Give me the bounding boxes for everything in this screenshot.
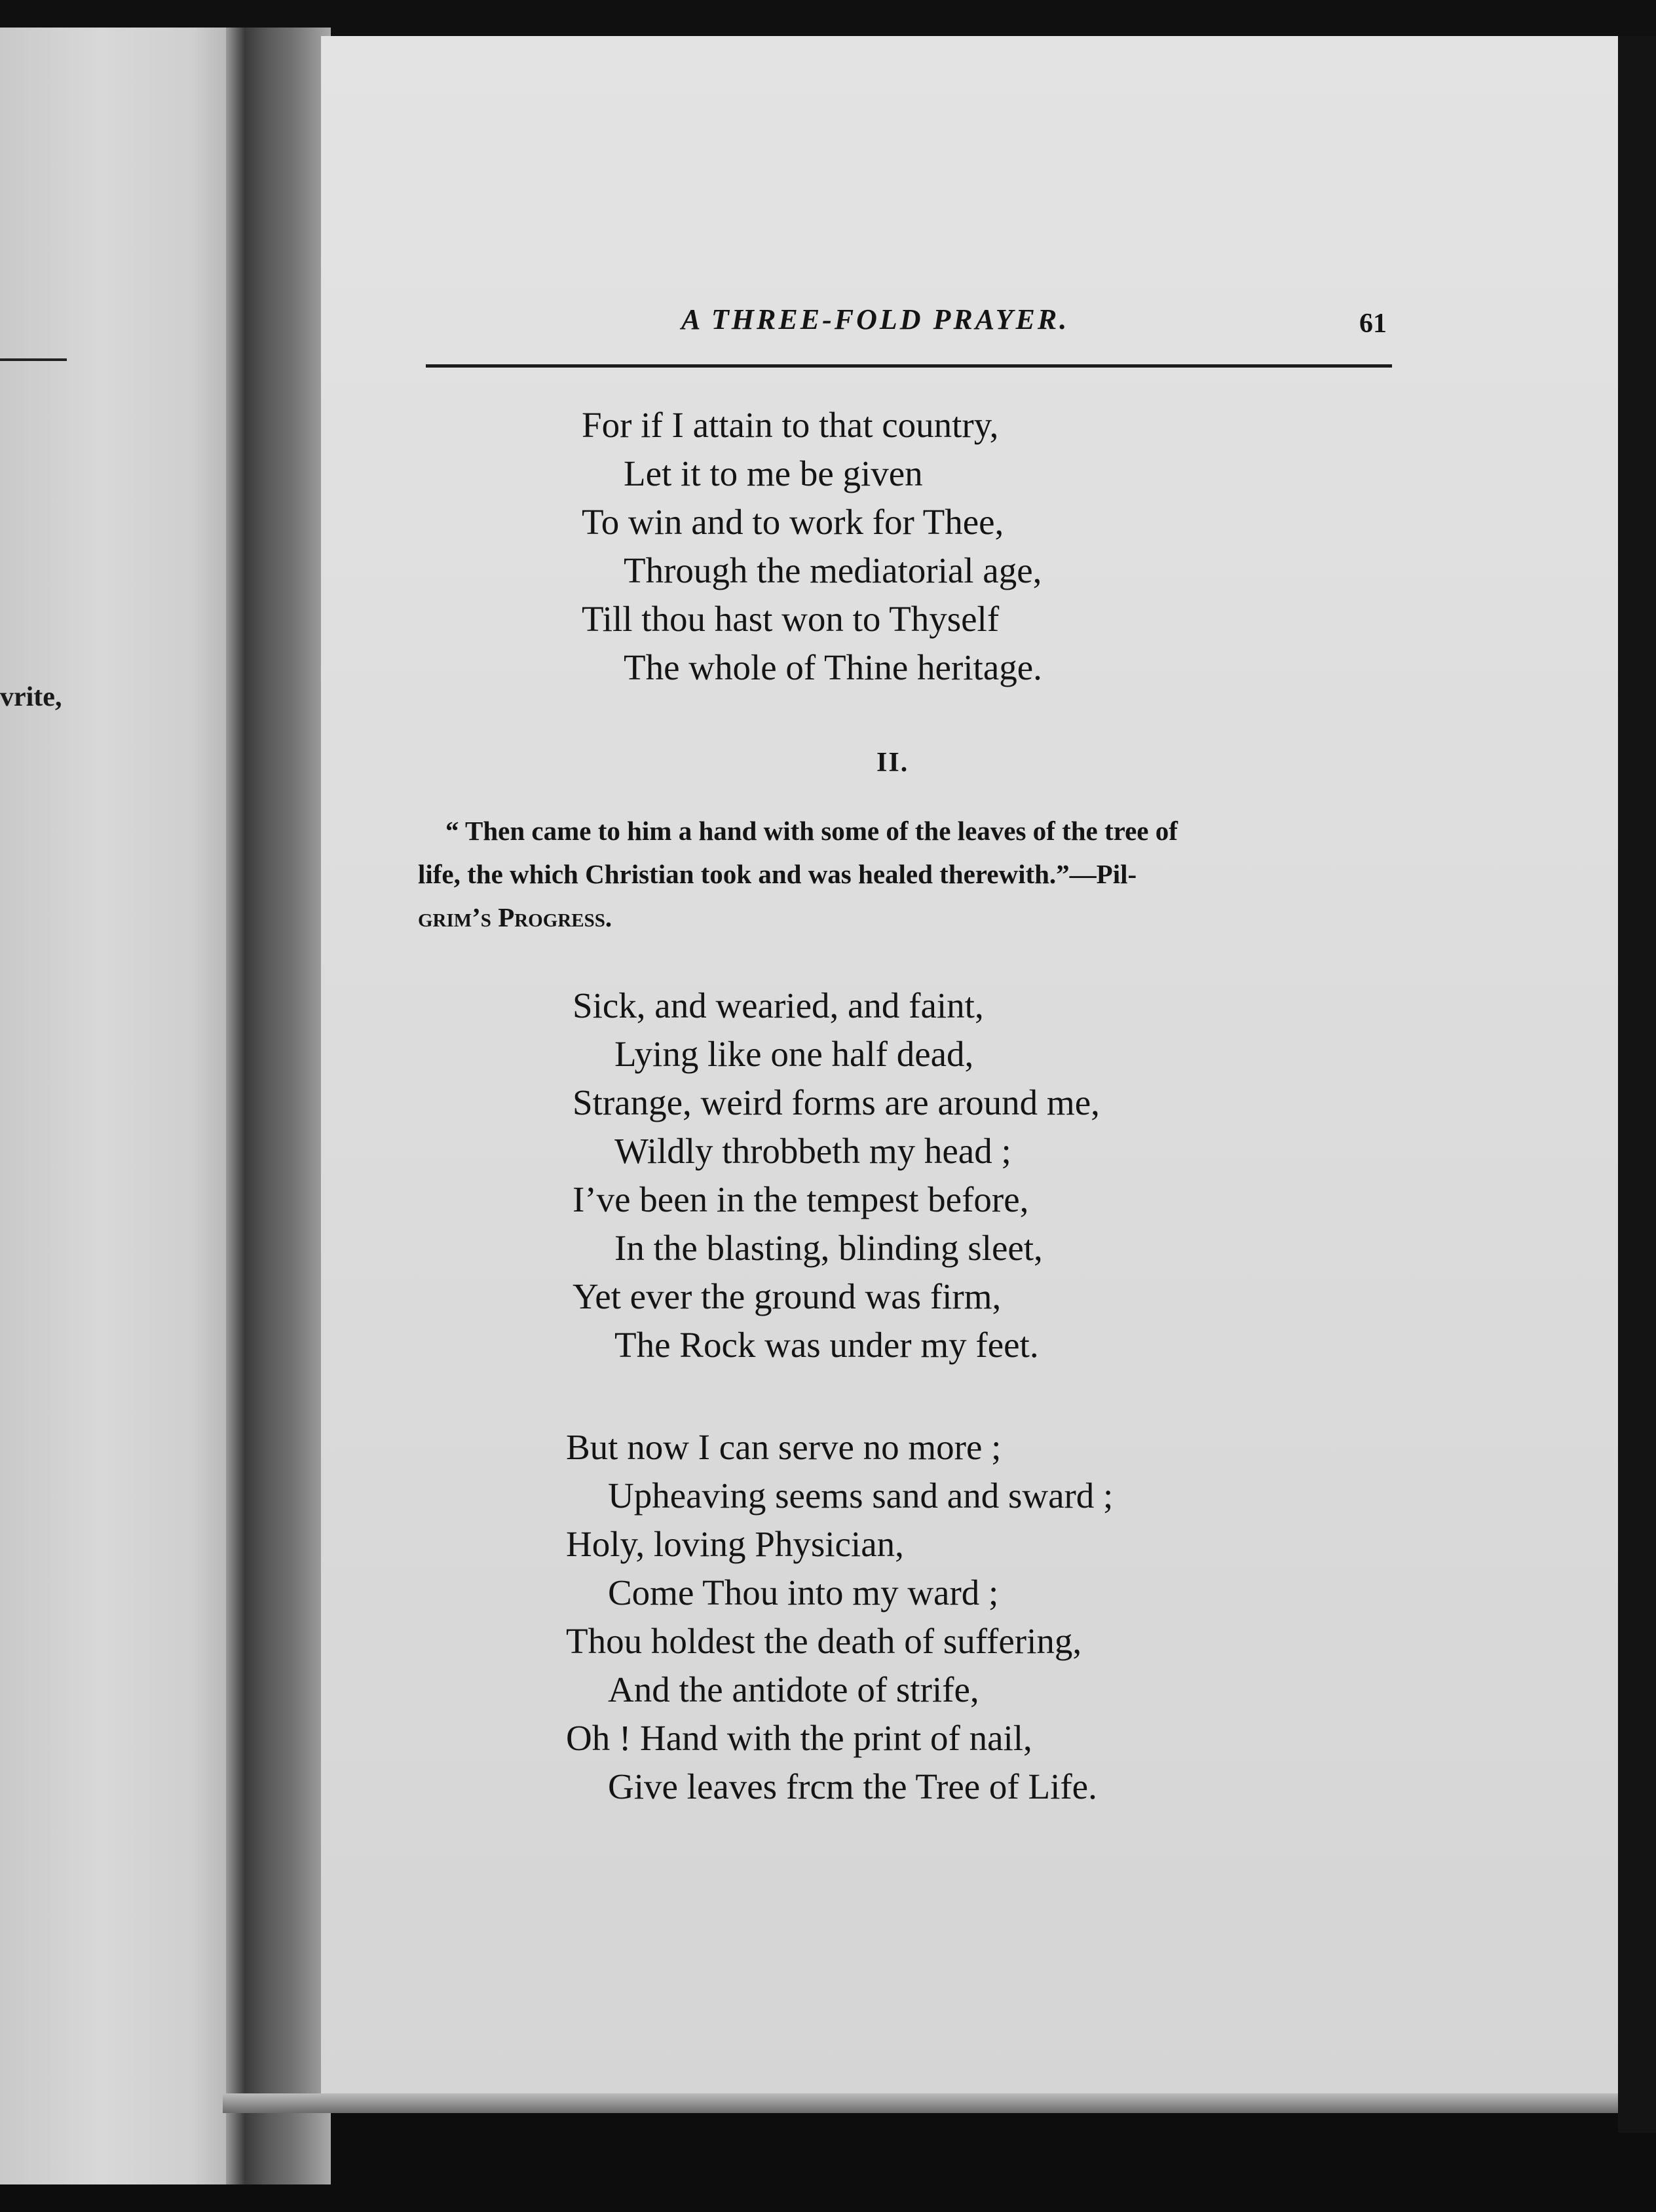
left-page-text-fragment: vrite, (0, 682, 62, 712)
stanza-3 (566, 1423, 1113, 1811)
verse-line: In the blasting, blinding sleet, (614, 1228, 1043, 1268)
book-gutter-shadow (226, 28, 331, 2184)
verse-line: To win and to work for Thee, (582, 502, 1004, 542)
stanza-2 (573, 982, 1100, 1369)
scan-right-border (1618, 36, 1656, 2133)
verse-line: I’ve been in the tempest before, (573, 1179, 1029, 1219)
epigraph-line: life, the which Christian took and was healed therewith.”—Pil- (418, 859, 1137, 889)
verse-line: The whole of Thine heritage. (624, 647, 1042, 687)
verse-line: Lying like one half dead, (614, 1034, 974, 1074)
verse-line: Yet ever the ground was firm, (573, 1276, 1002, 1316)
verse-line: Sick, and wearied, and faint, (573, 985, 984, 1025)
verse-line: The Rock was under my feet. (614, 1325, 1039, 1365)
epigraph-source: grim’s Progress. (418, 902, 612, 932)
verse-line: Upheaving seems sand and sward ; (608, 1476, 1114, 1516)
verse-line: And the antidote of strife, (608, 1669, 979, 1709)
page-bottom-edge (223, 2093, 1656, 2113)
verse-line: For if I attain to that country, (582, 405, 999, 445)
verse-line: Let it to me be given (624, 453, 923, 493)
epigraph-line: “ Then came to him a hand with some of the leaves of the tree of (445, 816, 1178, 846)
left-facing-page (0, 28, 226, 2184)
section-numeral: II. (876, 748, 909, 778)
verse-line: Oh ! Hand with the print of nail, (566, 1718, 1032, 1758)
verse-line: Through the mediatorial age, (624, 550, 1042, 590)
page-number: 61 (1359, 309, 1387, 339)
verse-line: Strange, weird forms are around me, (573, 1082, 1100, 1122)
left-page-rule (0, 358, 67, 361)
header-rule (426, 364, 1392, 368)
stanza-1 (582, 401, 1042, 692)
verse-line: Come Thou into my ward ; (608, 1573, 999, 1612)
verse-line: Wildly throbbeth my head ; (614, 1131, 1011, 1171)
verse-line: Holy, loving Physician, (566, 1524, 904, 1564)
epigraph (418, 809, 1387, 939)
running-title: A THREE-FOLD PRAYER. (681, 303, 1070, 335)
verse-line: Till thou hast won to Thyself (582, 599, 1000, 639)
verse-line: But now I can serve no more ; (566, 1427, 1002, 1467)
verse-line: Thou holdest the death of suffering, (566, 1621, 1082, 1661)
verse-line: Give leaves frcm the Tree of Life. (608, 1766, 1097, 1806)
